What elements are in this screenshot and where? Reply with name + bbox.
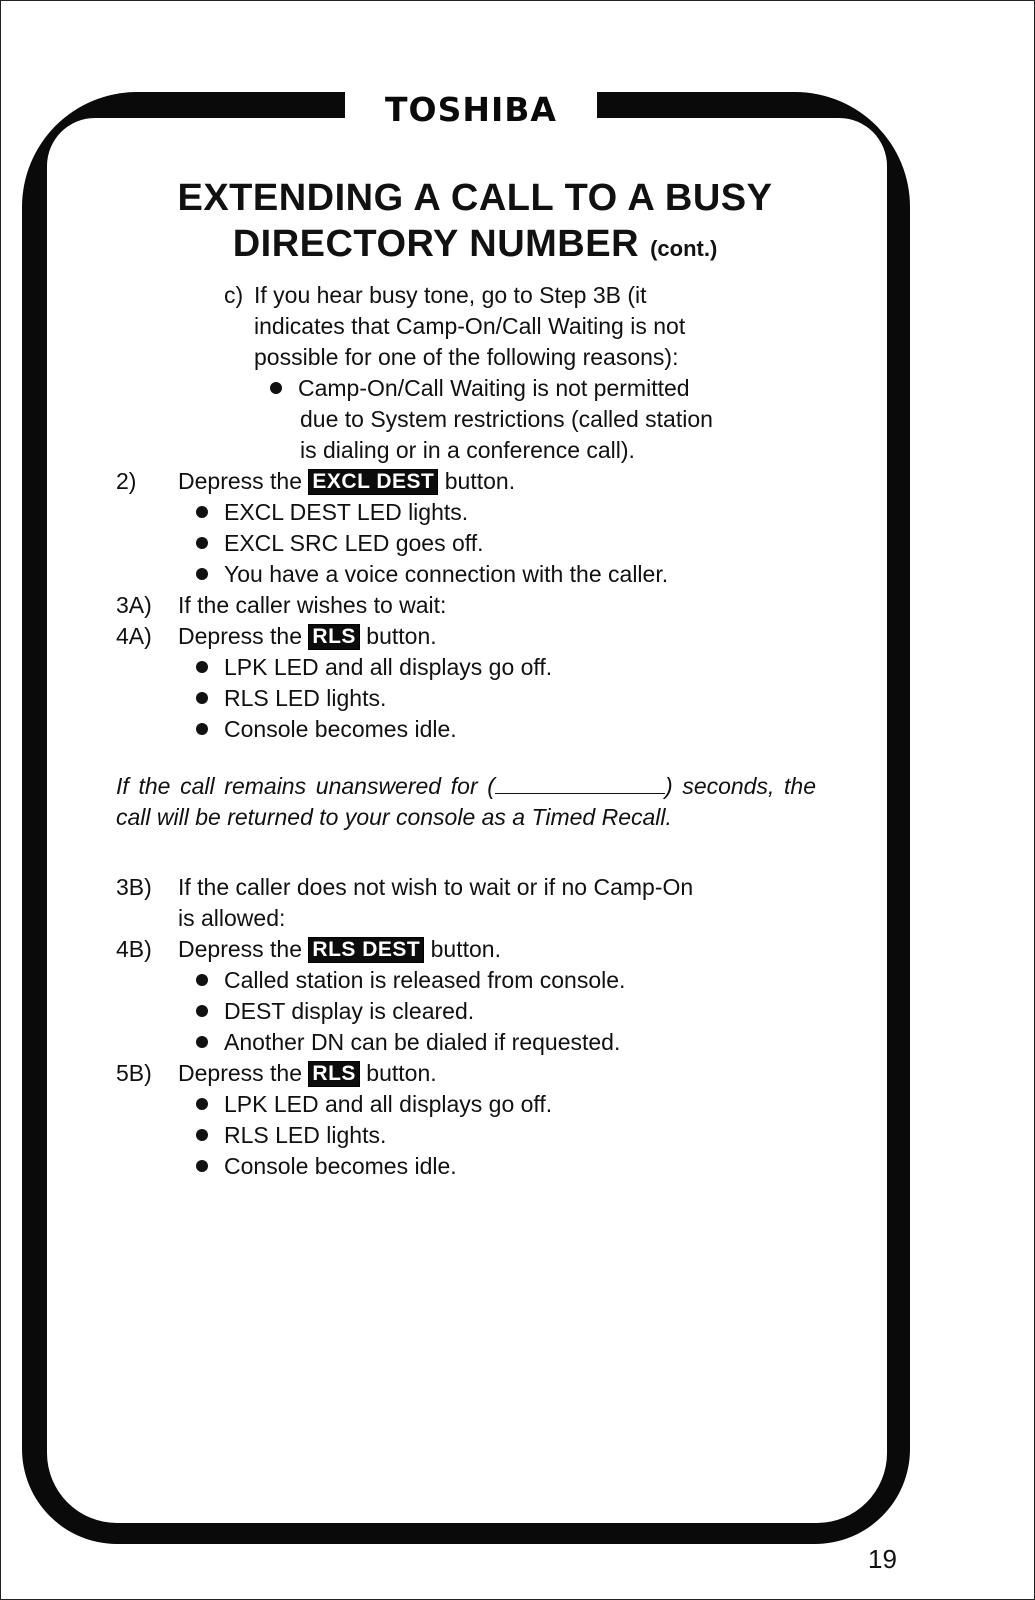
step-2-bullet-1 [196, 497, 468, 528]
step-2-bullet-2 [196, 528, 484, 559]
bullet-dot [196, 1098, 208, 1110]
page-title [80, 175, 870, 272]
step-2-bullet-2-text: EXCL SRC LED goes off. [224, 530, 484, 556]
step-4b-label: 4B) [116, 936, 152, 962]
bullet-dot [270, 382, 282, 394]
step-5b-bullet-2 [196, 1120, 386, 1151]
step-4b-bullet-2-text: DEST display is cleared. [224, 998, 475, 1024]
bullet-dot [196, 506, 208, 518]
rls-button-2: RLS [308, 1061, 360, 1087]
step-3b-line-1: If the caller does not wish to wait or if no Camp-On [178, 874, 694, 900]
title-cont-suffix: (cont.) [650, 236, 718, 261]
step-4a-label: 4A) [116, 623, 152, 649]
step-4a-bullet-3-text: Console becomes idle. [224, 716, 457, 742]
bullet-dot [196, 537, 208, 549]
step-5b-pre: Depress the [178, 1060, 303, 1086]
bullet-dot [196, 692, 208, 704]
step-2-label: 2) [116, 468, 137, 494]
step-2-post: button. [444, 468, 516, 494]
step-c-bullet-line-2: due to System restrictions (called station [300, 406, 713, 432]
step-4a-text [178, 621, 437, 652]
note-part-1: If the call remains unanswered for ( [116, 773, 495, 799]
bullet-dot [196, 1005, 208, 1017]
step-3b-line-2: is allowed: [178, 905, 286, 931]
bullet-dot [196, 1129, 208, 1141]
step-4b-bullet-1 [196, 965, 625, 996]
step-c-bullet [270, 373, 690, 404]
brand-logo: TOSHIBA [345, 88, 597, 132]
step-5b-post: button. [366, 1060, 437, 1086]
step-5b-bullet-1 [196, 1089, 552, 1120]
step-4a-post: button. [366, 623, 437, 649]
step-c-bullet-line-1: Camp-On/Call Waiting is not permitted [298, 375, 690, 401]
seconds-blank-line [495, 773, 665, 794]
step-2-bullet-3-text: You have a voice connection with the caller. [224, 561, 669, 587]
step-3b-label: 3B) [116, 874, 152, 900]
step-4b-bullet-1-text: Called station is released from console. [224, 967, 626, 993]
step-4a-bullet-1-text: LPK LED and all displays go off. [224, 654, 553, 680]
step-5b-text [178, 1058, 437, 1089]
step-c-line-3: possible for one of the following reasons): [254, 344, 679, 370]
step-5b-bullet-3-text: Console becomes idle. [224, 1153, 457, 1179]
step-4a-bullet-2 [196, 683, 386, 714]
bullet-dot [196, 974, 208, 986]
step-4b-bullet-2 [196, 996, 474, 1027]
step-4a-bullet-3 [196, 714, 457, 745]
step-c-line-1: If you hear busy tone, go to Step 3B (it [254, 282, 647, 308]
step-4b-bullet-3 [196, 1027, 620, 1058]
step-c-bullet-line-3: is dialing or in a conference call). [300, 437, 635, 463]
bullet-dot [196, 1160, 208, 1172]
step-5b-bullet-1-text: LPK LED and all displays go off. [224, 1091, 553, 1117]
step-c-label: c) [224, 282, 244, 308]
timed-recall-note [116, 771, 816, 833]
title-line-2-text: DIRECTORY NUMBER [232, 223, 640, 265]
step-4a-bullet-1 [196, 652, 552, 683]
step-4b-pre: Depress the [178, 936, 303, 962]
step-c-line-2: indicates that Camp-On/Call Waiting is not [254, 313, 686, 339]
step-2-bullet-1-text: EXCL DEST LED lights. [224, 499, 469, 525]
note-part-3: seconds, the call will be returned to your console as a Timed Recall. [116, 773, 817, 830]
bullet-dot [196, 568, 208, 580]
step-5b-label: 5B) [116, 1060, 152, 1086]
page-number: 19 [868, 1544, 897, 1574]
step-5b-bullet-3 [196, 1151, 457, 1182]
step-2-pre: Depress the [178, 468, 303, 494]
rls-dest-button: RLS DEST [308, 937, 424, 963]
excl-dest-button: EXCL DEST [308, 469, 438, 495]
bullet-dot [196, 1036, 208, 1048]
title-line-1: EXTENDING A CALL TO A BUSY [177, 177, 773, 219]
step-3a-text: If the caller wishes to wait: [178, 592, 447, 618]
step-2-text [178, 466, 515, 497]
bullet-dot [196, 723, 208, 735]
title-line-2 [80, 221, 870, 272]
rls-button: RLS [308, 624, 360, 650]
step-4b-bullet-3-text: Another DN can be dialed if requested. [224, 1029, 621, 1055]
step-4b-post: button. [430, 936, 501, 962]
step-2-bullet-3 [196, 559, 668, 590]
step-5b-bullet-2-text: RLS LED lights. [224, 1122, 387, 1148]
step-4a-bullet-2-text: RLS LED lights. [224, 685, 387, 711]
step-4b-text [178, 934, 501, 965]
note-part-2: ) [664, 773, 673, 799]
bullet-dot [196, 661, 208, 673]
step-4a-pre: Depress the [178, 623, 303, 649]
step-3a-label: 3A) [116, 592, 152, 618]
